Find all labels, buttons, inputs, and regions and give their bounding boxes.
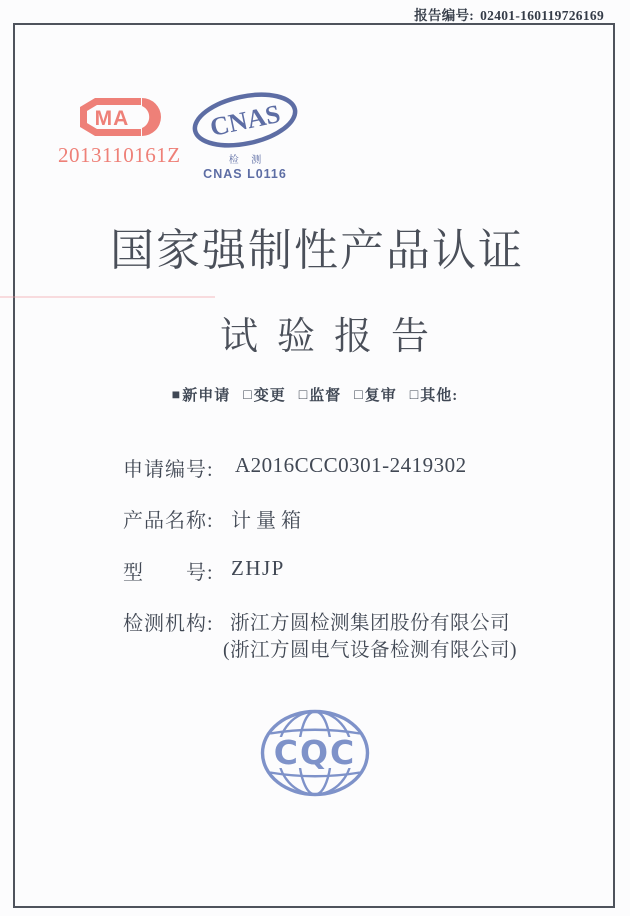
checkbox-unchecked-icon: □ (354, 388, 364, 403)
scan-artifact-line (0, 296, 215, 298)
cqc-logo-block (258, 706, 372, 805)
checkbox-label: 其他: (420, 388, 459, 404)
checkbox-item-review (354, 384, 396, 405)
checkbox-label: 新申请 (182, 388, 231, 404)
field-application-number (123, 453, 593, 481)
cnas-subtitle-cn: 检 测 (228, 155, 267, 166)
checkbox-item-new-application (172, 384, 230, 405)
field-product-name (123, 504, 593, 532)
checkbox-item-supervision (299, 384, 341, 405)
cnas-logo-block (186, 89, 304, 181)
cma-logo-block (58, 94, 180, 168)
field-label: 型 号: (123, 562, 214, 584)
checkbox-label: 监督 (309, 388, 342, 404)
document-title-main: 国家强制性产品认证 (110, 226, 524, 275)
field-value: 浙江方圆检测集团股份有限公司 (230, 613, 511, 634)
checkbox-checked-icon: ■ (171, 388, 182, 403)
field-value-secondary: (浙江方圆电气设备检测有限公司) (223, 640, 517, 661)
field-label: 申请编号: (123, 459, 214, 481)
cma-logo-icon (75, 94, 163, 140)
document-title-sub: 试验报告 (219, 316, 448, 358)
cma-certificate-number: 2013110161Z (58, 143, 181, 167)
field-value: ZHJP (231, 556, 285, 580)
checkbox-unchecked-icon: □ (243, 388, 253, 403)
checkbox-unchecked-icon: □ (409, 388, 420, 403)
cnas-letters: CNAS (207, 98, 283, 143)
cnas-logo-icon (189, 89, 301, 151)
report-number (414, 4, 604, 24)
report-number-label: 报告编号: (414, 8, 475, 23)
cqc-globe-icon (258, 706, 372, 800)
application-type-row (0, 384, 630, 405)
checkbox-unchecked-icon: □ (298, 388, 309, 403)
report-number-value: 02401-160119726169 (480, 8, 604, 23)
cnas-accreditation-number: CNAS L0116 (203, 167, 287, 181)
cqc-letters: CQC (273, 733, 357, 772)
checkbox-label: 变更 (253, 388, 286, 404)
checkbox-label: 复审 (364, 388, 397, 404)
checkbox-item-other (410, 384, 458, 405)
field-value: 计量箱 (231, 510, 306, 532)
field-label: 检测机构: (123, 613, 214, 635)
cma-letters: MA (94, 107, 130, 130)
field-model (123, 556, 593, 584)
checkbox-item-change (243, 384, 285, 405)
field-testing-organization (123, 607, 593, 661)
field-label: 产品名称: (123, 510, 214, 532)
field-value: A2016CCC0301-2419302 (235, 453, 467, 477)
